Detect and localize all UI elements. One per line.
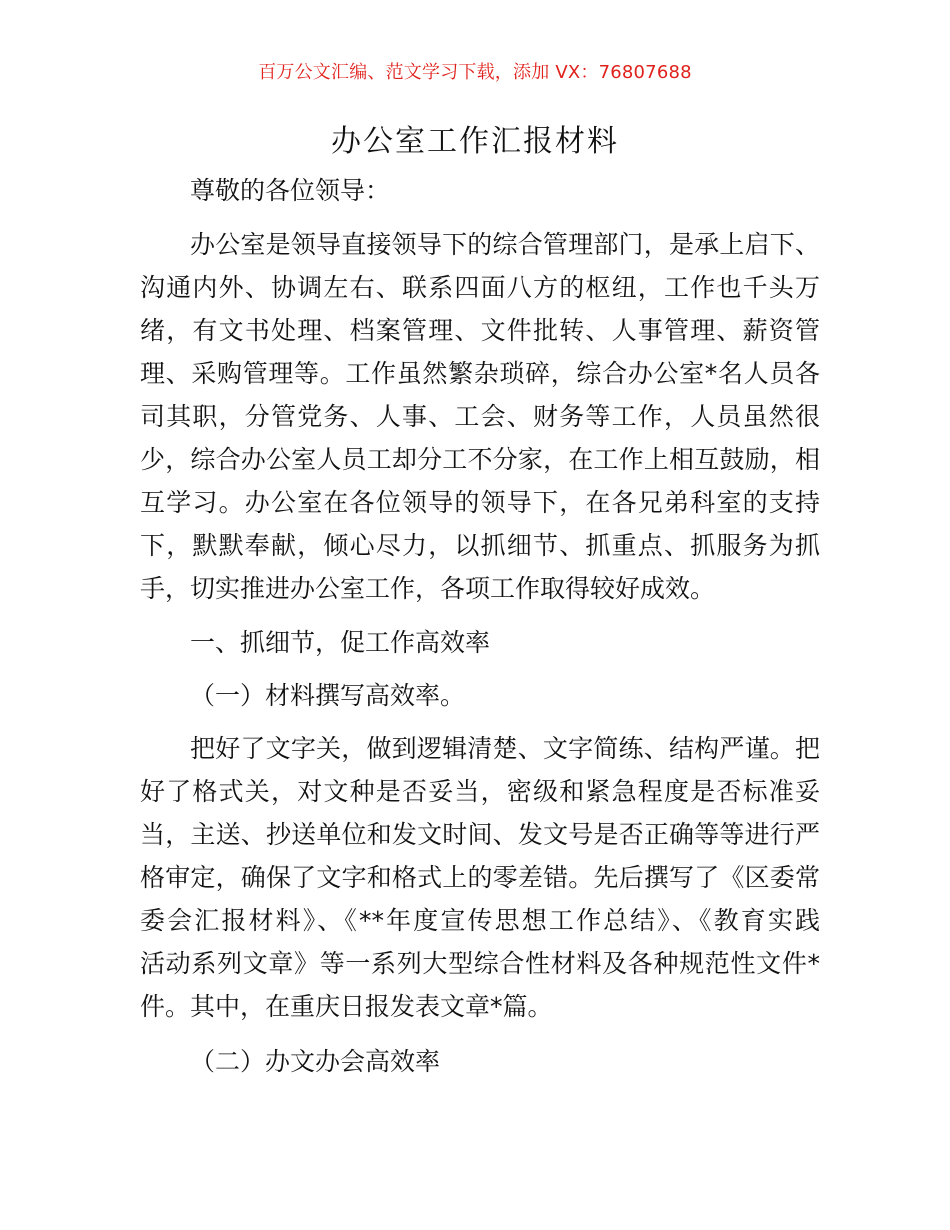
paragraph-line: 件。其中，在重庆日报发表文章*篇。	[140, 992, 553, 1021]
paragraph-line: 下，默默奉献，倾心尽力，以抓细节、抓重点、抓服务为抓	[140, 531, 820, 560]
paragraph-line: 把好了文字关，做到逻辑清楚、文字简练、结构严谨。把	[190, 734, 820, 763]
paragraph-line: 好了格式关，对文种是否妥当，密级和紧急程度是否标准妥	[140, 777, 820, 806]
paragraph-line: 格审定，确保了文字和格式上的零差错。先后撰写了《区委常	[140, 863, 820, 892]
paragraph-line: 绪，有文书处理、档案管理、文件批转、人事管理、薪资管	[140, 316, 820, 345]
header-contact-note: 百万公文汇编、范文学习下载，添加 VX：76807688	[258, 62, 692, 83]
paragraph-line: 当，主送、抄送单位和发文时间、发文号是否正确等等进行严	[140, 820, 820, 849]
subsection-heading: （二）办文办会高效率	[190, 1047, 441, 1076]
salutation: 尊敬的各位领导：	[190, 176, 391, 205]
paragraph-line: 互学习。办公室在各位领导的领导下，在各兄弟科室的支持	[140, 488, 820, 517]
document-title: 办公室工作汇报材料	[331, 124, 619, 159]
paragraph-line: 办公室是领导直接领导下的综合管理部门，是承上启下、	[190, 230, 820, 259]
paragraph-line: 沟通内外、协调左右、联系四面八方的枢纽，工作也千头万	[140, 273, 820, 302]
section-heading: 一、抓细节，促工作高效率	[190, 628, 491, 657]
subsection-heading: （一）材料撰写高效率。	[190, 681, 466, 710]
paragraph-line: 手，切实推进办公室工作，各项工作取得较好成效。	[140, 574, 716, 603]
paragraph-line: 司其职，分管党务、人事、工会、财务等工作，人员虽然很	[140, 402, 820, 431]
paragraph-line: 理、采购管理等。工作虽然繁杂琐碎，综合办公室*名人员各	[140, 359, 820, 388]
paragraph-line: 委会汇报材料》、《**年度宣传思想工作总结》、《教育实践	[140, 906, 820, 935]
paragraph-line: 少，综合办公室人员工却分工不分家，在工作上相互鼓励，相	[140, 445, 820, 474]
paragraph-line: 活动系列文章》等一系列大型综合性材料及各种规范性文件*	[140, 949, 820, 978]
